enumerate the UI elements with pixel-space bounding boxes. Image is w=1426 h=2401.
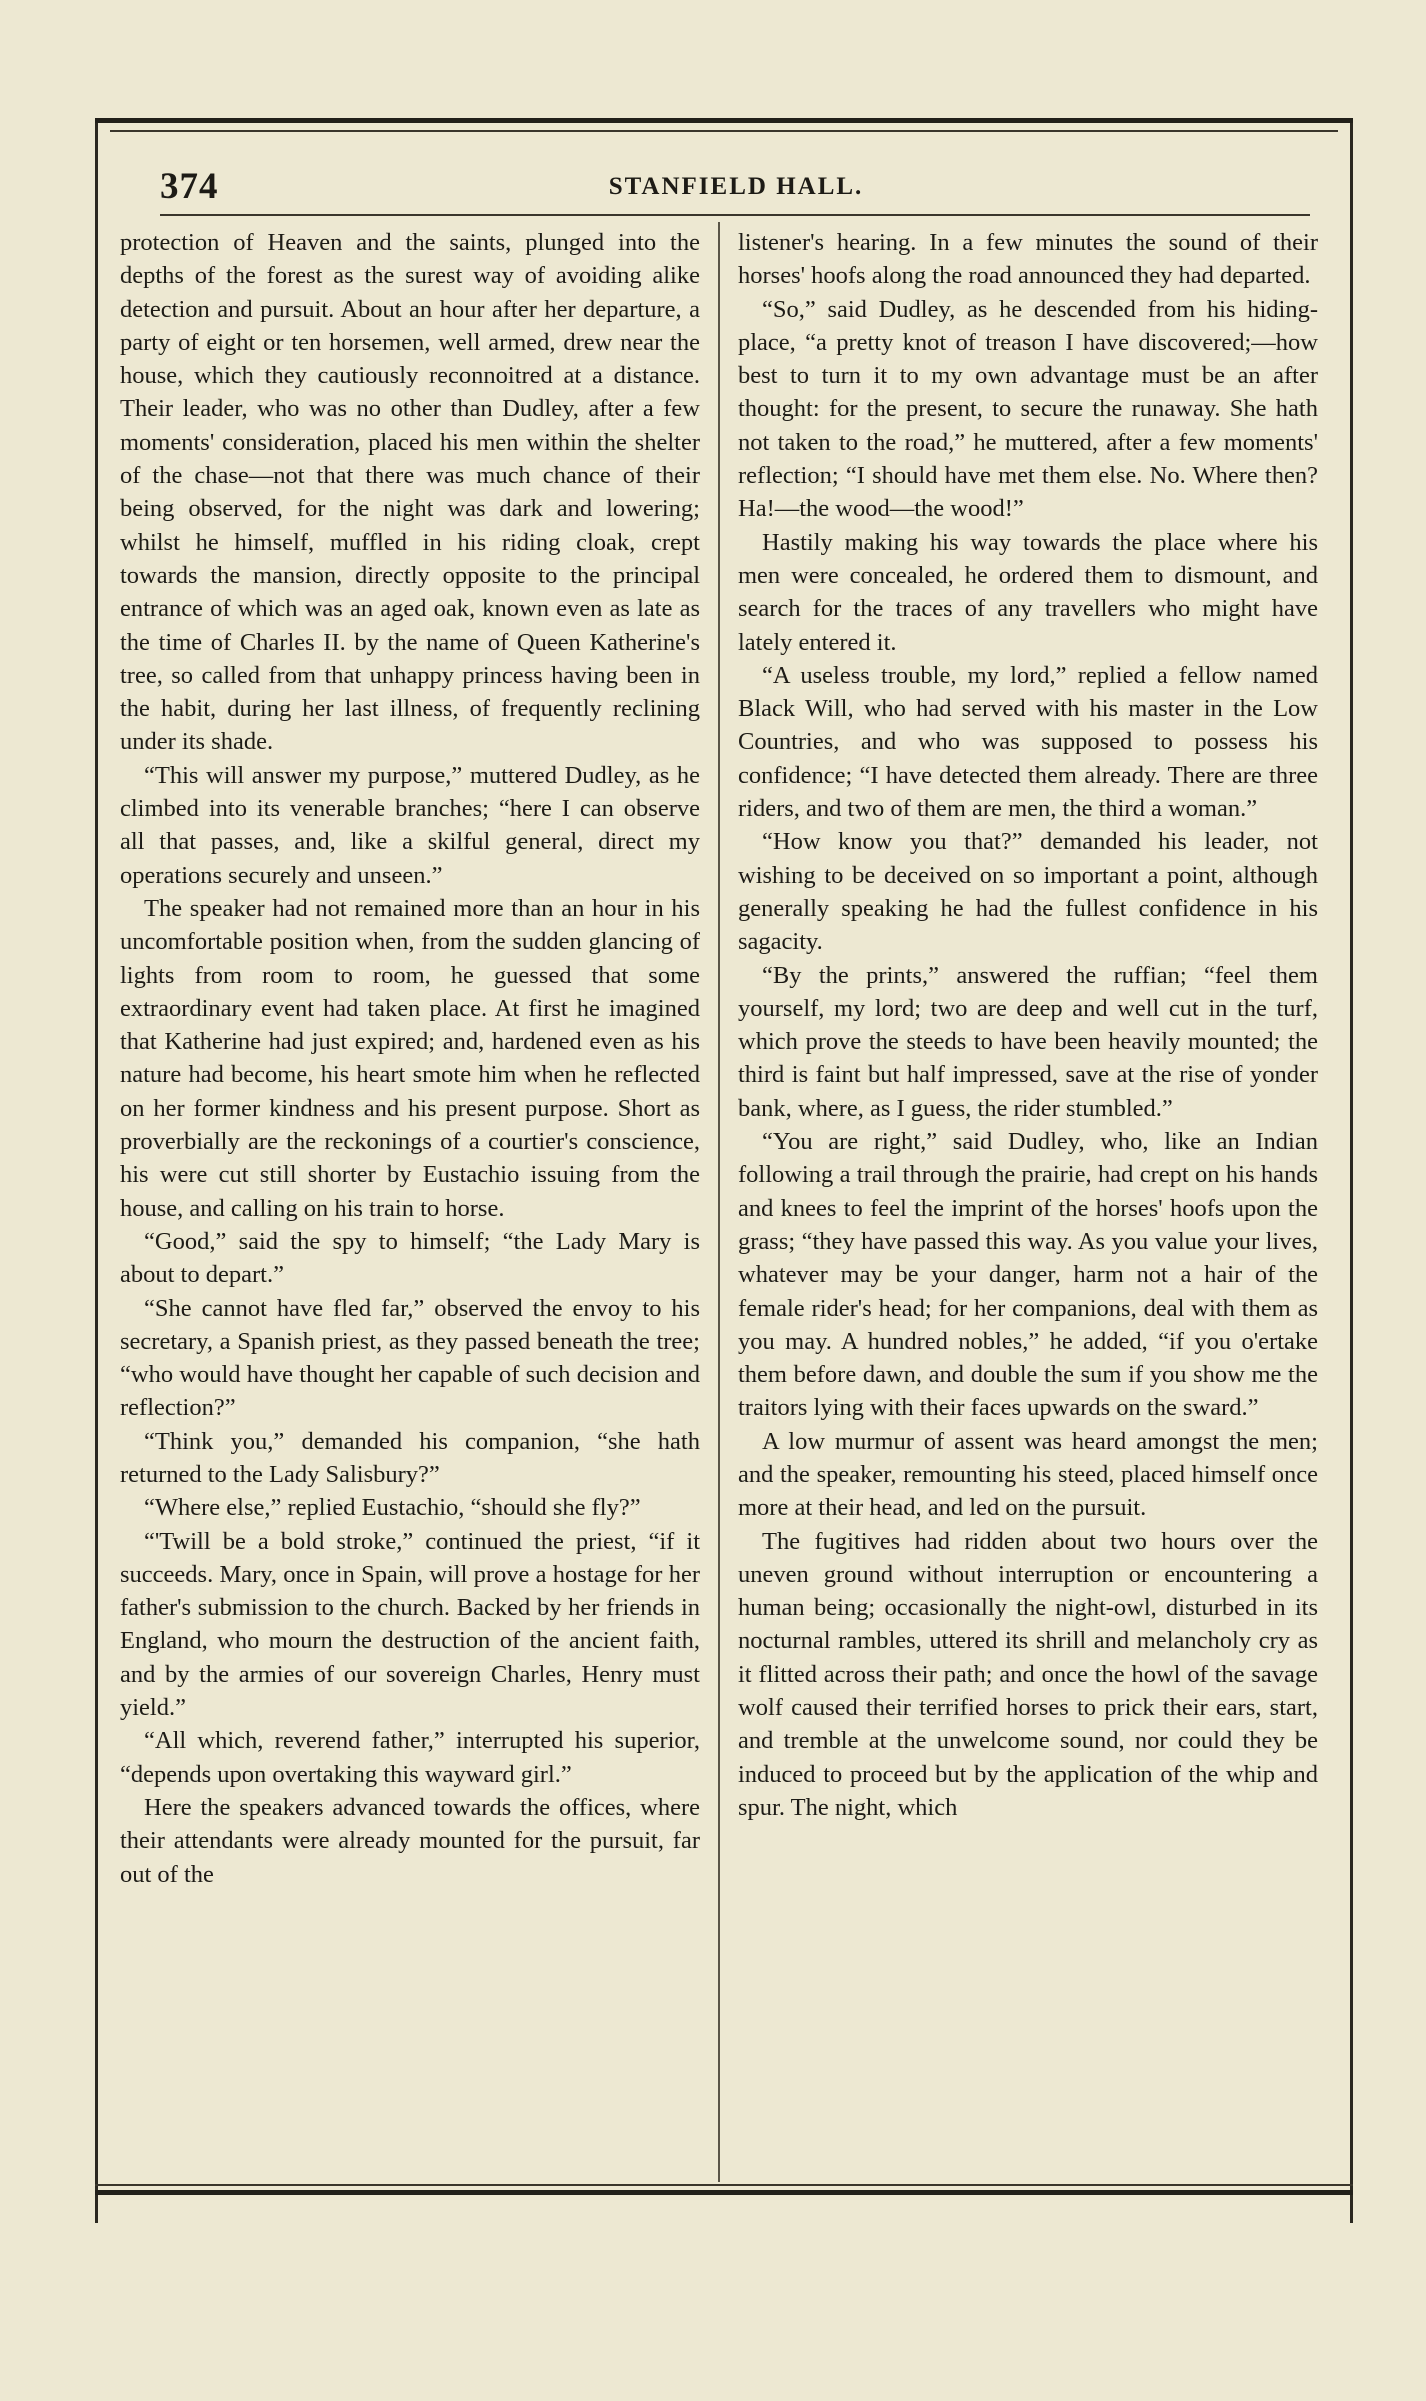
- left-column: [120, 226, 700, 2186]
- paragraph: “Where else,” replied Eustachio, “should she fly?”: [144, 1494, 641, 1522]
- top-thin-rule: [110, 130, 1338, 132]
- paragraph: Hastily making his way towards the place where his men were concealed, he ordered them to dismount, and search for the traces of any travellers who might have lately entered it.: [738, 528, 1318, 656]
- paragraph: The fugitives had ridden about two hours over the uneven ground without interruption or encountering a human being; occasionally the night-owl, disturbed in its nocturnal rambles, uttered its shrill and melancholy cry as it flitted across their path; and once the howl of the savage wolf caused their terrified horses to prick their ears, start, and tremble at the unwelcome sound, nor could they be induced to proceed but by the application of the whip and spur. The night, which: [738, 1527, 1318, 1821]
- top-thick-rule: [95, 118, 1353, 123]
- bottom-thick-rule: [95, 2190, 1353, 2195]
- paragraph: “So,” said Dudley, as he descended from his hiding-place, “a pretty knot of treason I have discovered;—how best to turn it to my own advantage must be an after thought: for the present, to secure the runaway. She hath not taken to the road,” he muttered, after a few moments' reflection; “I should have met them else. No. Where then? Ha!—the wood—the wood!”: [738, 295, 1318, 523]
- paragraph: “By the prints,” answered the ruffian; “feel them yourself, my lord; two are deep and well cut in the turf, which prove the steeds to have been heavily mounted; the third is faint but half impressed, save at the rise of yonder bank, where, as I guess, the rider stumbled.”: [738, 961, 1318, 1122]
- right-column: [738, 226, 1318, 2186]
- paragraph: “How know you that?” demanded his leader, not wishing to be deceived on so important a point, although generally speaking he had the fullest confidence in his sagacity.: [738, 828, 1318, 956]
- paragraph: A low murmur of assent was heard amongst the men; and the speaker, remounting his steed, placed himself once more at their head, and led on the pursuit.: [738, 1427, 1318, 1522]
- paragraph: “Think you,” demanded his companion, “she hath returned to the Lady Salisbury?”: [120, 1427, 700, 1488]
- paragraph: The speaker had not remained more than an hour in his uncomfortable position when, from the sudden glancing of lights from room to room, he guessed that some extraordinary event had taken place. At first he imagined that Katherine had just expired; and, hardened even as his nature had become, his heart smote him when he reflected on her former kindness and his present purpose. Short as proverbially are the reckonings of a courtier's conscience, his were cut still shorter by Eustachio issuing from the house, and calling on his train to horse.: [120, 894, 700, 1222]
- paragraph: “All which, reverend father,” interrupted his superior, “depends upon overtaking this wayward girl.”: [120, 1727, 700, 1788]
- column-divider: [718, 222, 720, 2182]
- page-header: [160, 165, 1312, 213]
- bottom-thin-rule: [95, 2184, 1353, 2186]
- paragraph: “Good,” said the spy to himself; “the Lady Mary is about to depart.”: [120, 1227, 700, 1289]
- paragraph: “This will answer my purpose,” muttered Dudley, as he climbed into its venerable branches; “here I can observe all that passes, and, like a skilful general, direct my operations securely and unseen.”: [120, 761, 700, 889]
- header-rule: [160, 214, 1310, 216]
- paragraph: “She cannot have fled far,” observed the envoy to his secretary, a Spanish priest, as they passed beneath the tree; “who would have thought her capable of such decision and reflection?”: [120, 1294, 700, 1422]
- paragraph: “You are right,” said Dudley, who, like an Indian following a trail through the prairie, had crept on his hands and knees to feel the imprint of the horses' hoofs upon the grass; “they have passed this way. As you value your lives, whatever may be your danger, harm not a hair of the female rider's head; for her companions, deal with them as you may. A hundred nobles,” he added, “if you o'ertake them before dawn, and double the sum if you show me the traitors lying with their faces upwards on the sward.”: [738, 1128, 1318, 1422]
- paragraph: “'Twill be a bold stroke,” continued the priest, “if it succeeds. Mary, once in Spain, will prove a hostage for her father's submission to the church. Backed by her friends in England, who mourn the destruction of the ancient faith, and by the armies of our sovereign Charles, Henry must yield.”: [120, 1527, 700, 1722]
- paragraph: protection of Heaven and the saints, plunged into the depths of the forest as the surest way of avoiding alike detection and pursuit. About an hour after her departure, a party of eight or ten horsemen, well armed, drew near the house, which they cautiously reconnoitred at a distance. Their leader, who was no other than Dudley, after a few moments' consideration, placed his men within the shelter of the chase—not that there was much chance of their being observed, for the night was dark and lowering; whilst he himself, muffled in his riding cloak, crept towards the mansion, directly opposite to the principal entrance of which was an aged oak, known even as late as the time of Charles II. by the name of Queen Katherine's tree, so called from that unhappy princess having been in the habit, during her last illness, of frequently reclining under its shade.: [120, 229, 700, 756]
- paragraph: listener's hearing. In a few minutes the sound of their horses' hoofs along the road announced they had departed.: [738, 229, 1318, 290]
- running-title: STANFIELD HALL.: [608, 173, 864, 200]
- page-number: 374: [160, 166, 219, 207]
- paragraph: “A useless trouble, my lord,” replied a fellow named Black Will, who had served with his master in the Low Countries, and who was supposed to possess his confidence; “I have detected them already. There are three riders, and two of them are men, the third a woman.”: [738, 661, 1318, 823]
- paragraph: Here the speakers advanced towards the offices, where their attendants were already mounted for the pursuit, far out of the: [120, 1793, 700, 1888]
